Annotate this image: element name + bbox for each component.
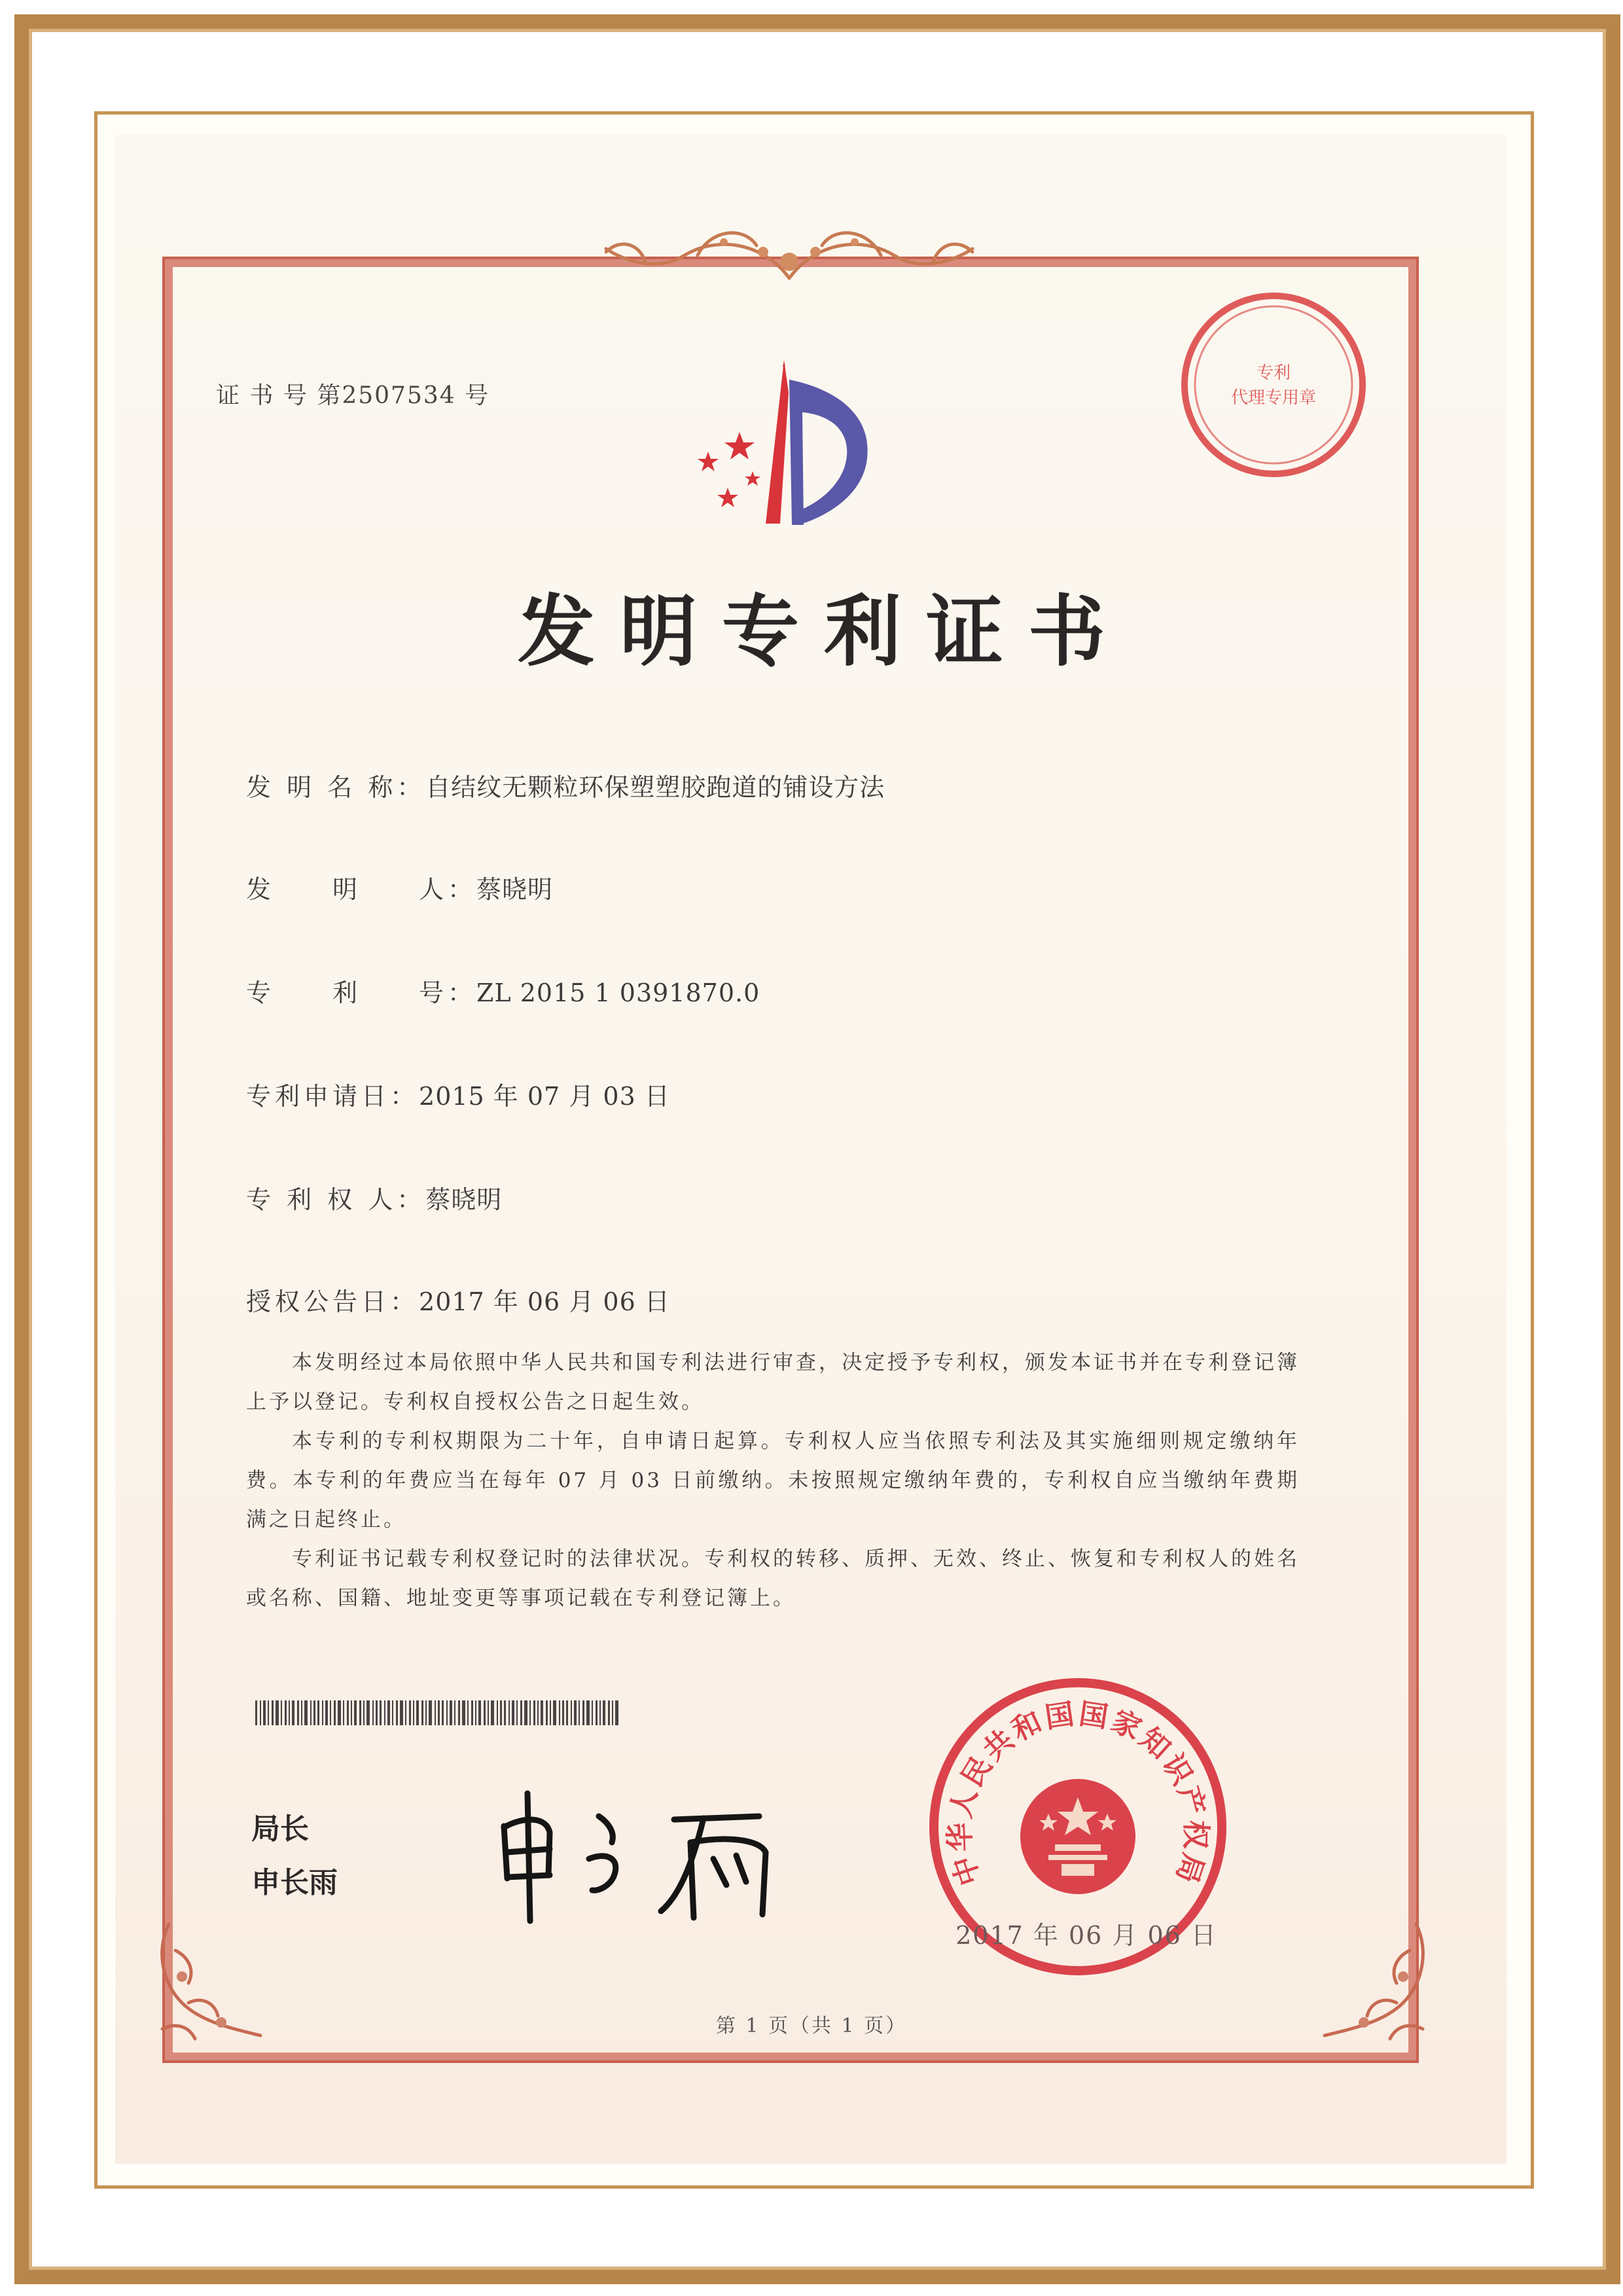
field-patentee <box>246 1179 502 1215</box>
seal-date: 2017 年 06 月 06 日 <box>955 1921 1217 1950</box>
body-paragraph: 本发明经过本局依照中华人民共和国专利法进行审查，决定授予专利权，颁发本证书并在专利登记簿上予以登记。专利权自授权公告之日起生效。 <box>246 1351 1300 1414</box>
director-name: 申长雨 <box>251 1866 338 1899</box>
field-label: 发 明 人： <box>246 875 477 904</box>
certificate-number: 证 书 号 第2507534 号 <box>216 382 490 409</box>
field-label: 专利申请日： <box>246 1082 419 1111</box>
barcode-icon <box>255 1700 622 1725</box>
field-value: 2017 年 06 月 06 日 <box>419 1287 670 1316</box>
agency-seal-icon <box>1175 287 1372 483</box>
field-invention-name <box>246 767 885 803</box>
field-label: 授权公告日： <box>246 1287 419 1316</box>
field-value: 自结纹无颗粒环保塑塑胶跑道的铺设方法 <box>425 773 885 802</box>
top-ornament-icon <box>567 216 1012 288</box>
field-label: 发 明 名 称： <box>246 773 426 802</box>
field-patent-number <box>246 973 760 1009</box>
body-paragraph: 本专利的专利权期限为二十年，自申请日起算。专利权人应当依照专利法及其实施细则规定缴纳年费。本专利的年费应当在每年 07 月 03 日前缴纳。未按照规定缴纳年费的，专利权自应当缴纳年费期满之日起终止。 <box>246 1429 1300 1532</box>
field-value: 蔡晓明 <box>425 1185 503 1214</box>
field-application-date <box>246 1076 670 1112</box>
svg-text:中华人民共和国国家知识产权局: 中华人民共和国国家知识产权局 <box>943 1697 1213 1890</box>
director-title: 局长 <box>251 1812 309 1846</box>
field-value: 蔡晓明 <box>476 875 554 904</box>
field-inventor <box>246 869 553 905</box>
certificate-body-text <box>246 1343 1300 1618</box>
patent-office-logo-icon <box>668 353 903 537</box>
field-value: ZL 2015 1 0391870.0 <box>476 978 760 1007</box>
svg-text:专利: 专利 <box>1256 363 1291 383</box>
svg-text:代理专用章: 代理专用章 <box>1230 388 1317 408</box>
field-label: 专 利 号： <box>246 978 477 1007</box>
certificate-title: 发明专利证书 <box>517 586 1130 677</box>
field-value: 2015 年 07 月 03 日 <box>419 1082 670 1111</box>
body-paragraph: 专利证书记载专利权登记时的法律状况。专利权的转移、质押、无效、终止、恢复和专利权人的姓名或名称、国籍、地址变更等事项记载在专利登记簿上。 <box>246 1547 1300 1610</box>
field-label: 专 利 权 人： <box>246 1185 426 1214</box>
field-grant-date <box>246 1282 670 1318</box>
page-number: 第 1 页（共 1 页） <box>715 2015 908 2037</box>
director-signature <box>484 1780 798 1931</box>
